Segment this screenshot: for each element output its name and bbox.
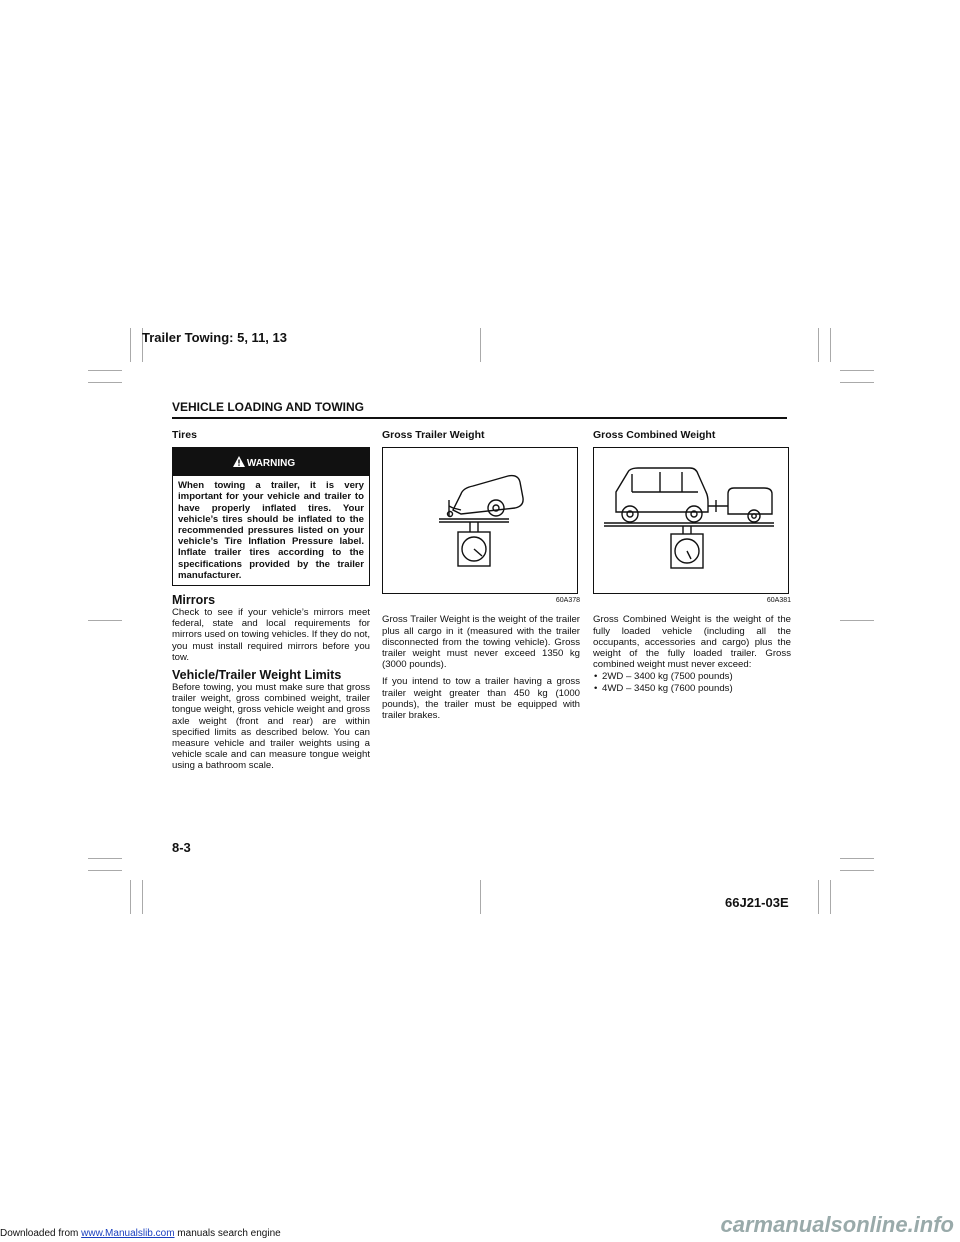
trailer-on-scale-illustration xyxy=(382,447,578,594)
source-note xyxy=(0,1228,281,1239)
figure-code: 60A378 xyxy=(555,597,580,605)
vehicle-trailer-scale-icon xyxy=(594,448,788,593)
crop-mark xyxy=(88,370,122,371)
mirrors-text: Check to see if your vehicle’s mirrors meet federal, state and local requirements for mirrors used on towing vehicles. If they do not, you must install required mirrors before you tow. xyxy=(172,607,370,663)
gross-trailer-weight-heading: Gross Trailer Weight xyxy=(382,429,485,441)
crop-mark xyxy=(840,858,874,859)
section-title: VEHICLE LOADING AND TOWING xyxy=(172,400,364,414)
trailer-scale-icon xyxy=(383,448,577,593)
crop-mark xyxy=(480,328,481,362)
crop-mark xyxy=(840,870,874,871)
column-3 xyxy=(593,430,791,694)
mirrors-heading: Mirrors xyxy=(172,593,216,608)
crop-mark xyxy=(830,328,831,362)
crop-mark xyxy=(142,880,143,914)
crop-mark xyxy=(818,880,819,914)
page-tag: Trailer Towing: 5, 11, 13 xyxy=(142,330,287,345)
crop-mark xyxy=(818,328,819,362)
warning-triangle-icon xyxy=(233,456,245,467)
warning-box xyxy=(172,447,370,586)
list-item: • 2WD – 3400 kg (7500 pounds) xyxy=(602,671,791,682)
weight-limits-text: Before towing, you must make sure that gross trailer weight, gross combined weight, trailer tongue weight, gross vehicle weight and gross axle weight (front and rear) are within specified limits as described below. You can measure vehicle and trailer weights using a vehicle scale and can measure tongue weight using a bathroom scale. xyxy=(172,682,370,772)
source-prefix: Downloaded from xyxy=(0,1228,82,1239)
document-code: 66J21-03E xyxy=(725,895,789,910)
crop-mark xyxy=(88,620,122,621)
weight-limits-heading: Vehicle/Trailer Weight Limits xyxy=(172,668,342,683)
crop-mark xyxy=(840,370,874,371)
source-link[interactable]: www.Manualslib.com xyxy=(81,1228,175,1239)
crop-mark xyxy=(130,880,131,914)
vehicle-trailer-on-scale-illustration xyxy=(593,447,789,594)
crop-mark xyxy=(480,880,481,914)
figure-code: 60A381 xyxy=(766,597,791,605)
gross-trailer-weight-text-2: If you intend to tow a trailer having a gross trailer weight greater than 450 kg (1000 pounds), the trailer must be equipped with trailer brakes. xyxy=(382,676,580,722)
crop-mark xyxy=(840,620,874,621)
warning-header xyxy=(173,448,369,476)
list-item: • 4WD – 3450 kg (7600 pounds) xyxy=(602,683,791,694)
crop-mark xyxy=(130,328,131,362)
gross-trailer-weight-text-1: Gross Trailer Weight is the weight of the trailer plus all cargo in it (measured with the trailer disconnected from the towing vehicle). Gross trailer weight must never exceed 1350 kg (3000 pounds). xyxy=(382,614,580,671)
crop-mark xyxy=(830,880,831,914)
header-rule xyxy=(172,417,787,419)
weight-limit-list xyxy=(593,671,791,693)
crop-mark xyxy=(88,858,122,859)
source-suffix: manuals search engine xyxy=(174,1228,281,1239)
gross-combined-weight-heading: Gross Combined Weight xyxy=(593,429,716,441)
watermark: carmanualsonline.info xyxy=(720,1212,954,1237)
column-1 xyxy=(172,430,370,778)
warning-label: WARNING xyxy=(246,458,296,470)
warning-text: When towing a trailer, it is very important for your vehicle and trailer to have properly inflated tires. Your vehicle’s tires should be inflated to the recommended pressures listed on your vehicle’s Tire Inflation Pressure label. Inflate trailer tires according to the specifications provided by the trailer manufacturer. xyxy=(178,480,364,581)
column-2 xyxy=(382,430,580,727)
page-number: 8-3 xyxy=(172,840,191,855)
gross-combined-weight-text: Gross Combined Weight is the weight of the fully loaded vehicle (including all the occupants, accessories and cargo) plus the weight of the fully loaded trailer. Gross combined weight must never exceed: xyxy=(593,614,791,671)
tires-heading: Tires xyxy=(172,429,197,441)
crop-mark xyxy=(88,870,122,871)
crop-mark xyxy=(88,382,122,383)
crop-mark xyxy=(840,382,874,383)
